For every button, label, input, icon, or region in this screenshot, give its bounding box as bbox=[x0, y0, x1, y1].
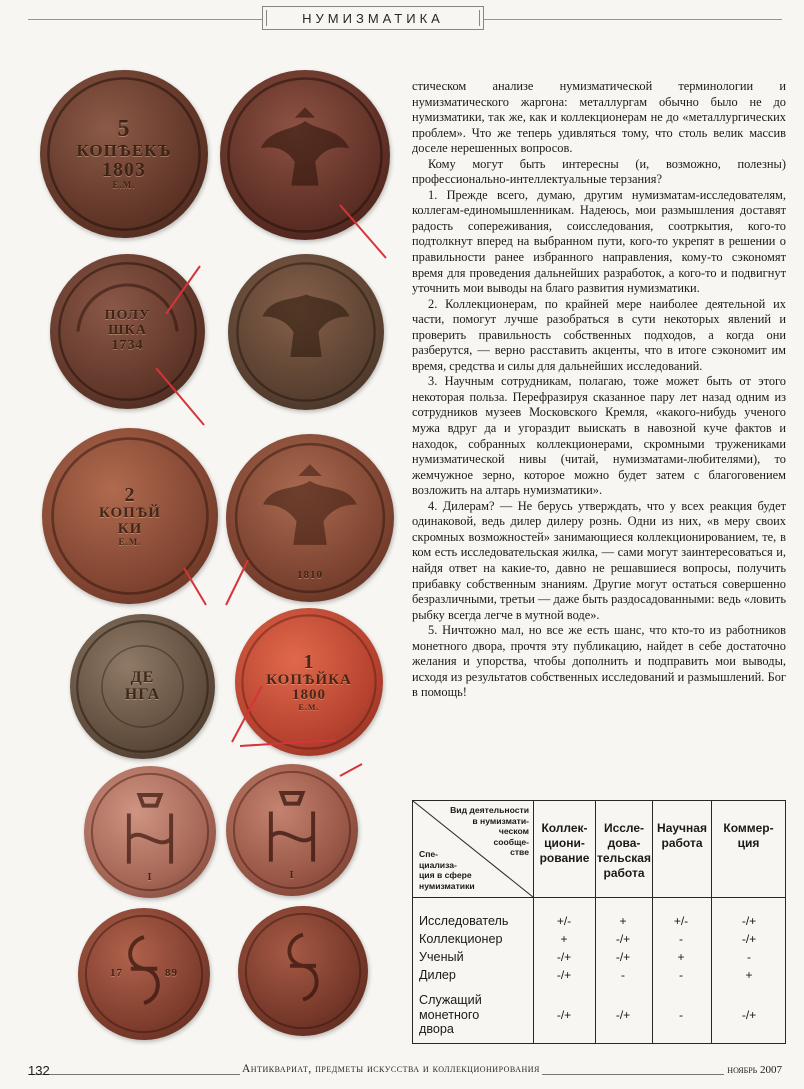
section-title: НУМИЗМАТИКА bbox=[302, 10, 444, 26]
table-cell: + bbox=[677, 950, 685, 964]
coin-nicholas-monogram-left bbox=[84, 766, 216, 898]
coin-text: 89 bbox=[165, 967, 178, 980]
table-cell: -/+ bbox=[741, 914, 757, 928]
row-label: Исследователь bbox=[419, 914, 509, 928]
row-label: Ученый bbox=[419, 950, 464, 964]
section-header bbox=[262, 6, 484, 30]
coin-1-kopeck-1800 bbox=[235, 608, 383, 756]
coin-text: 5 bbox=[117, 116, 131, 143]
table-cell: + bbox=[560, 932, 568, 946]
coin-text: 1734 bbox=[111, 337, 144, 353]
table-cell: - bbox=[679, 968, 683, 982]
coin-catherine-monogram-left bbox=[78, 908, 210, 1040]
table-corner-cell bbox=[413, 801, 533, 897]
coin-text: 1800 bbox=[292, 687, 326, 704]
coin-text: I bbox=[289, 869, 295, 882]
table-cell: -/+ bbox=[615, 932, 631, 946]
coin-catherine-monogram-right bbox=[238, 906, 368, 1036]
coin-text: 2 bbox=[124, 484, 136, 507]
article-paragraph: Кому могут быть интересны (и, возможно, полезны) профессионально-интеллектуальные терзания? bbox=[412, 156, 786, 187]
table-cell: - bbox=[621, 968, 625, 982]
issue-date: ноябрь 2007 bbox=[724, 1064, 782, 1076]
corner-text: нумизматики bbox=[419, 880, 475, 891]
row-label: Дилер bbox=[419, 968, 456, 982]
article-paragraph: стическом анализе нумизматической терминологии и нумизматического жаргона: металлургам обычно было не до нумизматики, так же, как и коллекционерам не до «металлургических проблем». Что же теперь удивляться тому, что столь велик массив доселе нерешенных вопросов. bbox=[412, 79, 786, 156]
table-cell: + bbox=[745, 968, 753, 982]
column-header-text: ция bbox=[737, 836, 760, 850]
table-cell: -/+ bbox=[741, 1008, 757, 1022]
corner-text: Вид деятельности bbox=[450, 805, 529, 815]
coin-text: Е.М. bbox=[112, 180, 136, 191]
table-cell: -/+ bbox=[556, 950, 572, 964]
corner-text: в нумизмати- bbox=[472, 815, 529, 826]
article-paragraph: 2. Коллекционерам, по крайней мере наиболее деятельной их части, помогут лучше разобраться в сути некоторых явлений и проверить правильность собственных подходов, а когда они разберутся, — верно расставить акценты, что в итоге сэкономит им время, средства и силы для дальнейших исследований. bbox=[412, 296, 786, 373]
column-header-text: Иссле- bbox=[603, 821, 645, 835]
coin-2-kopecks-1810-reverse bbox=[226, 434, 394, 602]
column-header-collecting bbox=[534, 821, 595, 866]
corner-bottom-label bbox=[419, 849, 499, 891]
coin-text: 17 bbox=[110, 967, 123, 980]
coin-text: ШКА bbox=[108, 323, 147, 339]
coin-text: КОПѢЕКЪ bbox=[76, 141, 172, 161]
coin-denga bbox=[70, 614, 215, 759]
article-paragraph: 4. Дилерам? — Не берусь утверждать, что у всех реакция будет одинаковой, ведь дилер дилеру рознь. Одни из них, «в меру своих скромных возможностей» занимающиеся коллекционированием, те, в ком есть исследовательская жилка, — сами могут заинтересоваться и, найдя ответ на какие-то, давно не решавшиеся вопросы, получить прибавку собственным знаниям. Другие могут остаться совершенно безразличными, третьи — даже быть раздосадованными: ведь «ловить рыбку всегда легче в мутной воде». bbox=[412, 498, 786, 622]
coin-polushka-1734-obverse bbox=[50, 254, 205, 409]
activity-matrix-table bbox=[412, 800, 786, 1044]
table-cell: + bbox=[619, 914, 627, 928]
corner-text: Спе- bbox=[419, 849, 439, 859]
coin-text: ДЕ bbox=[130, 668, 155, 686]
coin-text: КИ bbox=[117, 520, 143, 537]
table-cell: - bbox=[747, 950, 751, 964]
row-label: Коллекционер bbox=[419, 932, 503, 946]
page-number: 132 bbox=[28, 1063, 50, 1078]
coin-polushka-reverse bbox=[228, 254, 384, 410]
coin-text: 1 bbox=[303, 650, 315, 673]
article-paragraph: 3. Научным сотрудникам, полагаю, тоже может быть от этого некоторая польза. Перефразируя сказанное пару лет назад одним из сотрудников музеев Московского Кремля, «какого-нибудь ученого мужа вдруг да и угораздит выискать в навозной куче фактов и находок, собранных коллекционерами, скромными тружениками нумизматической нивы (читай, нумизматами-любителями), то жемчужное зерно, которое можно будет затем с благоговением возложить на алтарь нумизматики». bbox=[412, 374, 786, 498]
coin-text: КОПѢЙ bbox=[99, 505, 161, 522]
article-paragraph: 5. Ничтожно мал, но все же есть шанс, что кто-то из работников монетного двора, прочтя эту публикацию, найдет в себе достаточно желания и упорства, чтобы дополнить и подправить мои выводы, исходя из результатов собственных исследований и размышлений. Бог в помощь! bbox=[412, 623, 786, 700]
corner-text: ция в сфере bbox=[419, 870, 472, 880]
column-header-text: рование bbox=[539, 851, 590, 865]
publication-title: Антиквариат, предметы искусства и коллекционирования bbox=[242, 1063, 540, 1075]
row-label-line: Служащий bbox=[419, 993, 482, 1007]
coin-text: ПОЛУ bbox=[104, 308, 151, 324]
row-label bbox=[419, 993, 482, 1037]
column-header-text: Коммер- bbox=[723, 821, 774, 835]
column-header-text: Научная bbox=[657, 821, 707, 835]
table-cell: -/+ bbox=[556, 968, 572, 982]
column-header-text: Коллек- bbox=[541, 821, 588, 835]
table-cell: - bbox=[679, 1008, 683, 1022]
corner-text: циализа- bbox=[419, 859, 457, 870]
table-cell: -/+ bbox=[615, 1008, 631, 1022]
table-cell: +/- bbox=[673, 914, 689, 928]
coin-text: 1810 bbox=[297, 569, 323, 582]
coin-text: 1803 bbox=[102, 159, 146, 182]
table-cell: -/+ bbox=[615, 950, 631, 964]
corner-text: ческом bbox=[498, 826, 529, 836]
coin-text: Е.М. bbox=[298, 703, 320, 713]
column-header-research bbox=[596, 821, 652, 881]
corner-text: стве bbox=[510, 847, 529, 857]
column-header-text: работа bbox=[661, 836, 703, 850]
column-header-text: тельская bbox=[597, 851, 651, 865]
table-cell: -/+ bbox=[556, 1008, 572, 1022]
coin-5-kopecks-reverse bbox=[220, 70, 390, 240]
column-header-text: работа bbox=[603, 866, 645, 880]
coin-text: КОПѢЙКА bbox=[266, 671, 352, 688]
table-divider bbox=[413, 897, 785, 898]
row-label-line: двора bbox=[419, 1022, 454, 1036]
corner-text: сообще- bbox=[493, 836, 529, 847]
column-header-commerce bbox=[712, 821, 785, 851]
coin-2-kopecks-obverse bbox=[42, 428, 218, 604]
article-paragraph: 1. Прежде всего, думаю, другим нумизматам-исследователям, коллегам-единомышленникам. Надеюсь, мои размышления доставят радость сопереживания, соисследования, соотркытия, кого-то подтолкнут вперед на выбранном пути, кого-то укрепят в решении о правильности ранее избранного направления, кому-то сэкономят время для проведения дальнейших разработок, а кого-то и подвигнут уточнить мои выводы на благо развития нумизматики. bbox=[412, 187, 786, 296]
coin-nicholas-monogram-right bbox=[226, 764, 358, 896]
coin-text: Е.М. bbox=[118, 536, 142, 547]
coin-illustrations bbox=[30, 62, 410, 1047]
table-cell: +/- bbox=[556, 914, 572, 928]
coin-5-kopecks-obverse bbox=[40, 70, 208, 238]
row-label-line: монетного bbox=[419, 1007, 480, 1022]
column-header-science bbox=[653, 821, 711, 851]
table-cell: - bbox=[679, 932, 683, 946]
coin-text: I bbox=[147, 871, 153, 884]
table-cell: -/+ bbox=[741, 932, 757, 946]
coin-text: НГА bbox=[124, 685, 161, 703]
article-body bbox=[412, 79, 786, 701]
column-header-text: циони- bbox=[544, 836, 585, 850]
column-header-text: дова- bbox=[607, 836, 641, 850]
